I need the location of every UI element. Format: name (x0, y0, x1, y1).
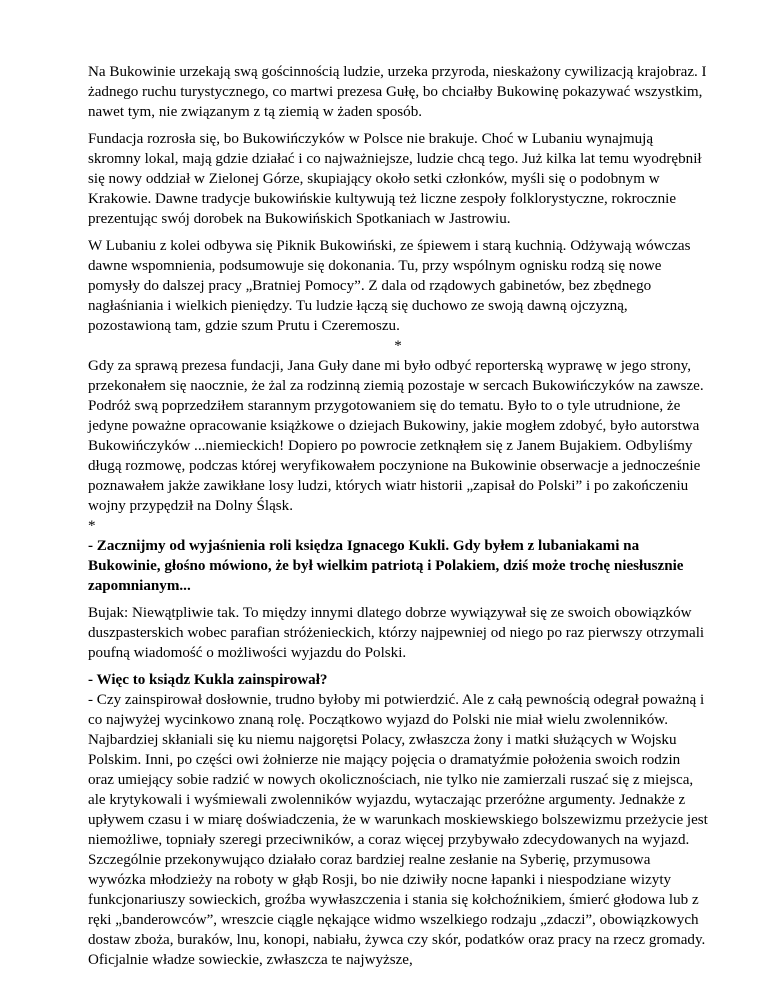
interview-answer-2: - Czy zainspirował dosłownie, trudno byłoby mi potwierdzić. Ale z całą pewnością odegrał poważną i co najwyżej wycinkowo znaną rolę. Początkowo wyjazd do Polski nie miał wielu zwolenników. Najbardziej skłaniali się ku niemu najgorętsi Polacy, zwłaszcza żony i matki służących w Wojsku Polskim. Inni, po części owi żołnierze nie mający pojęcia o dramatyźmie położenia swoich rodzin oraz umiejący sobie radzić w nowych okolicznościach, nie tylko nie zamierzali ruszać się z miejsca, ale krytykowali i wyśmiewali zwolenników wyjazdu, wytaczając przeróżne argumenty. Jednakże z upływem czasu i w miarę doświadczenia, że w warunkach moskiewskiego bolszewizmu przeżycie jest niemożliwe, topniały szeregi przeciwników, a coraz więcej przybywało zdecydowanych na wyjazd. Szczególnie przekonywująco działało coraz bardziej realne zesłanie na Syberię, przymusowa wywózka młodzieży na roboty w głąb Rosji, bo nie dziwiły nocne łapanki i niespodziane wizyty funkcjonariuszy sowieckich, groźba wywłaszczenia i stania się kołchoźnikiem, śmierć głodowa lub z ręki „banderowców”, wreszcie ciągle nękające widmo wszelkiego rodzaju „zdaczi”, obowiązkowych dostaw zboża, buraków, lnu, konopi, nabiału, żywca czy skór, podatków oraz pracy na rzecz gromady. Oficjalnie władze sowieckie, zwłaszcza te najwyższe, (88, 692, 708, 968)
interview-answer-1: Bujak: Niewątpliwie tak. To między innymi dlatego dobrze wywiązywał się ze swoich obowiązków duszpasterskich wobec parafian stróżenieckich, którzy najpewniej od niego po raz pierwszy otrzymali poufną wiadomość o możliwości wyjazdu do Polski. (88, 605, 705, 661)
paragraph-2: Fundacja rozrosła się, bo Bukowińczyków w Polsce nie brakuje. Choć w Lubaniu wynajmują skromny lokal, mają gdzie działać i co najważniejsze, ludzie chcą tego. Już kilka lat temu wyodrębnił się nowy oddział w Zielonej Górze, skupiający około setki członków, myśli się o podobnym w Krakowie. Dawne tradycje bukowińskie kultywują też liczne zespoły folklorystyczne, rokrocznie prezentując swój dorobek na Bukowińskich Spotkaniach w Jastrowiu. (88, 131, 702, 227)
section-separator: * (394, 338, 402, 354)
paragraph-4: Gdy za sprawą prezesa fundacji, Jana Guły dane mi było odbyć reporterską wyprawę w jego strony, przekonałem się naocznie, że żal za rodzinną ziemią pozostaje w sercach Bukowińczyków na zawsze. Podróż swą poprzedziłem starannym przygotowaniem się do tematu. Było to o tyle utrudnione, że jedyne poważne opracowanie książkowe o dziejach Bukowiny, jakie mogłem zdobyć, było autorstwa Bukowińczyków ...niemieckich! Dopiero po powrocie zetknąłem się z Janem Bujakiem. Odbyliśmy długą rozmowę, podczas której weryfikowałem poczynione na Bukowinie obserwacje a jednocześnie poznawałem jakże zawikłane losy ludzi, których wiatr historii „zapisał do Polski” i po zakończeniu wojny przypędził na Dolny Śląsk. (88, 358, 704, 514)
section-separator-left: * (88, 518, 96, 534)
document-page (88, 62, 708, 970)
paragraph-3: W Lubaniu z kolei odbywa się Piknik Bukowiński, ze śpiewem i starą kuchnią. Odżywają wówczas dawne wspomnienia, podsumowuje się dokonania. Tu, przy wspólnym ognisku rodzą się nowe pomysły do dalszej pracy „Bratniej Pomocy”. Z dala od rządowych gabinetów, bez zbędnego nagłaśniania i wielkich pieniędzy. Tu ludzie łączą się duchowo ze swoją dawną ojczyzną, pozostawioną tam, gdzie szum Prutu i Czeremoszu. (88, 238, 691, 334)
interview-question-2: - Więc to ksiądz Kukla zainspirował? (88, 672, 328, 688)
interview-question-1: - Zacznijmy od wyjaśnienia roli księdza Ignacego Kukli. Gdy byłem z lubaniakami na Bukowinie, głośno mówiono, że był wielkim patriotą i Polakiem, dziś może trochę niesłusznie zapomnianym... (88, 538, 684, 594)
paragraph-1: Na Bukowinie urzekają swą gościnnością ludzie, urzeka przyroda, nieskażony cywilizacją krajobraz. I żadnego ruchu turystycznego, co martwi prezesa Gułę, bo chciałby Bukowinę pokazywać wszystkim, nawet tym, nie związanym z tą ziemią w żaden sposób. (88, 64, 707, 120)
